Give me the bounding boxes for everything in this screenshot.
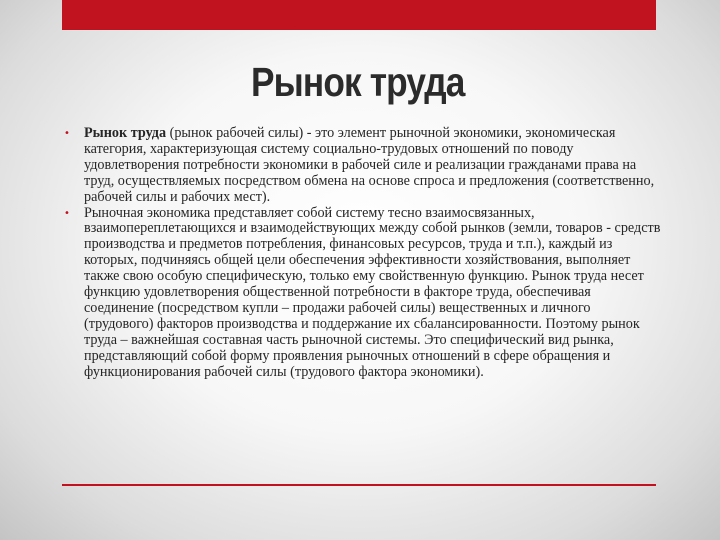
bullet-icon: • [64, 207, 70, 219]
bullet-item-market-economy [64, 206, 662, 381]
bullet-text: Рыночная экономика представляет собой систему тесно взаимосвязанных, взаимопереплетающихся и взаимодействующих между собой рынков (земли, товаров - средств производства и предметов потребления, финансовых ресурсов, труда и т.п.), каждый из которых, подчиняясь общей цели обеспечения эффективности хозяйствования, выполняет также свою особую специфическую, только ему свойственную функцию. Рынок труда несет функцию удовлетворения общественной потребности в факторе труда, обеспечивая соединение (посредством купли – продажи рабочей силы) вещественных и личного (трудового) факторов производства и поддержание их сбалансированности. Поэтому рынок труда – важнейшая составная часть рыночной системы. Это специфический вид рынка, представляющий собой форму проявления рыночных отношений в сфере обращения и функционирования рабочей силы (трудового фактора экономики). [84, 204, 661, 380]
bottom-accent-line [62, 484, 656, 486]
bullet-text: (рынок рабочей силы) - это элемент рыночной экономики, экономическая категория, характеризующая систему социально-трудовых отношений по поводу удовлетворения потребности экономики в рабочей силе и реализации гражданами права на труд, осуществляемых посредством обмена на основе спроса и предложения (соответственно, рабочей силы и рабочих мест). [84, 125, 655, 205]
bullet-list [64, 126, 662, 381]
bullet-term: Рынок труда [84, 125, 167, 141]
slide-body [64, 126, 662, 381]
bullet-icon: • [64, 128, 70, 139]
top-accent-bar [62, 0, 656, 30]
slide-title: Рынок труда [250, 59, 465, 105]
bullet-item-labor-market [64, 126, 662, 206]
